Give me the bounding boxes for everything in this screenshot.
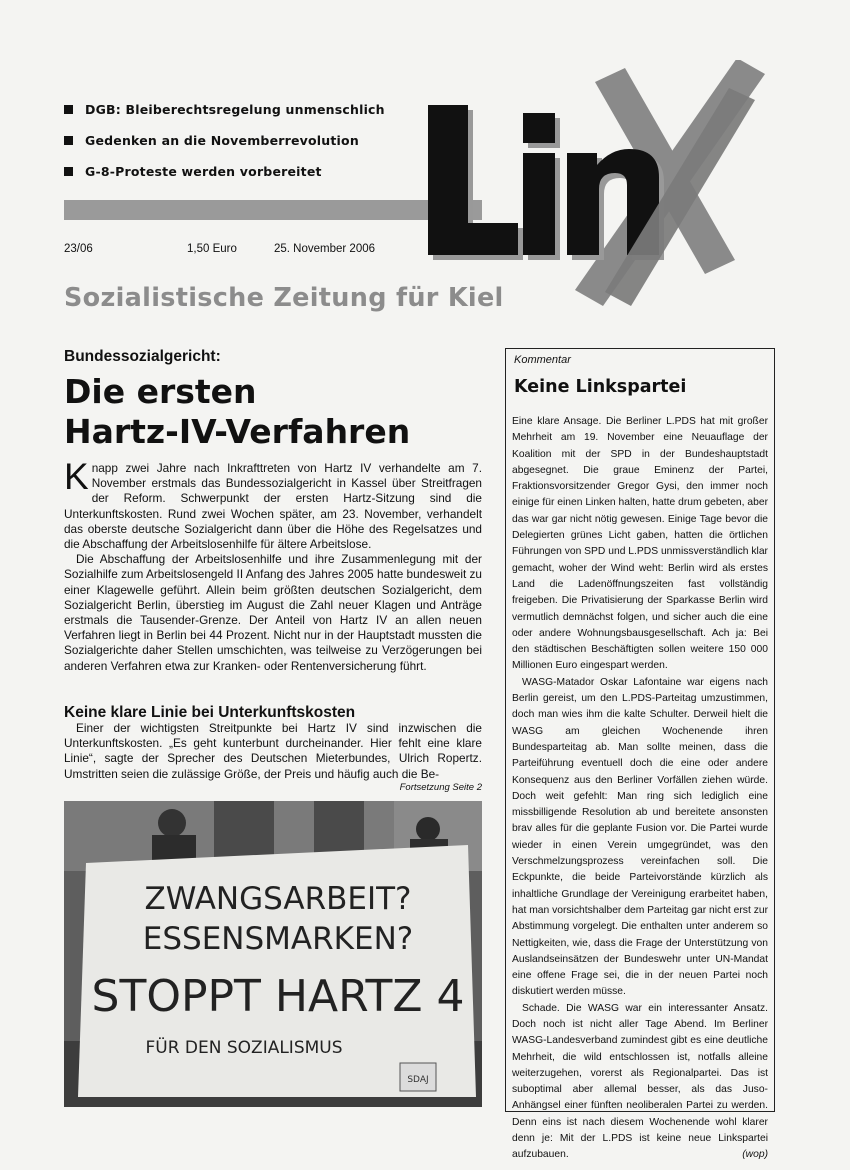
teaser-item: G-8-Proteste werden vorbereitet bbox=[64, 162, 424, 193]
linx-logo bbox=[425, 60, 780, 320]
protest-photo-drawing bbox=[64, 801, 482, 1107]
article-body bbox=[64, 456, 482, 674]
commentary-title: Keine Linkspartei bbox=[514, 377, 687, 397]
article-body-continued bbox=[64, 721, 482, 782]
protest-photo bbox=[64, 801, 482, 1107]
commentary-paragraph: Schade. Die WASG war ein interessanter Ansatz. Doch noch ist nicht aller Tage Abend. Im Berliner WASG-Landesverband zumindest gibt es eine deutliche Mehrheit, die wild entschlossen ist, notfalls alleine weiterzugehen, vorerst als Regionalpartei. Das ist suboptimal aber allemal besser, als das Juso-Anhängsel einer fünften neoliberalen Partei zu werden. Denn eins ist nach diesem Wochenende wohl klarer denn je: Mit der L.PDS ist keine neue Linkspartei aufzubauen. (wop) bbox=[512, 1001, 768, 1164]
commentary-body bbox=[512, 414, 768, 1164]
commentary-label: Kommentar bbox=[514, 354, 571, 366]
commentary-signature: (wop) bbox=[742, 1149, 768, 1161]
teaser-item: Gedenken an die Novemberrevolution bbox=[64, 131, 424, 162]
article-kicker: Bundessozialgericht: bbox=[64, 348, 221, 365]
issue-date: 25. November 2006 bbox=[274, 243, 376, 255]
issue-number: 23/06 bbox=[64, 243, 93, 255]
banner-line: ZWANGSARBEIT? bbox=[144, 881, 412, 917]
bullet-square-icon bbox=[64, 136, 73, 145]
dropcap: K bbox=[64, 456, 89, 497]
newspaper-subtitle: Sozialistische Zeitung für Kiel bbox=[64, 283, 504, 313]
bullet-square-icon bbox=[64, 167, 73, 176]
article-headline: Die ersten Hartz-IV-Verfahren bbox=[64, 372, 411, 451]
sdaj-badge: SDAJ bbox=[407, 1075, 429, 1085]
banner-line: STOPPT HARTZ 4 bbox=[91, 971, 465, 1022]
banner-line: FÜR DEN SOZIALISMUS bbox=[145, 1038, 343, 1058]
article-subheading: Keine klare Linie bei Unterkunftskosten bbox=[64, 704, 356, 721]
commentary-paragraph: WASG-Matador Oskar Lafontaine war eigens nach Berlin gereist, um den L.PDS-Parteitag umzustimmen, doch man wies ihm die kalte Schulter. Derweil hielt die WASG am gleichen Wochenende ihren Bundesparteitag ab. Man sollte meinen, dass die Parteiführung eventuell doch die eine oder andere Konsequenz aus den Berliner Vorfällen ziehen würde. Doch weit gefehlt: Man ring sich lediglich eine missbilligende Resolution ab und bereitete ansonsten brav alles für die geplante Fusion vor. Die Partei wurde wieder in einen Verein umgegründet, was den Verschmelzungsprozess vereinfachen soll. Die Eckpunkte, die beide Parteivorstände kürzlich als inhaltliche Grundlage der Vereinigung erarbeitet haben, hat man vorsichtshalber dem Parteitag gar nicht erst zur Abstimmung vorgelegt. Die enthalten unter anderem so Nettigkeiten, wie, dass die Frage der Unterstützung von Auslandseinsätzen der Bundeswehr unter UN-Mandat eine offene Frage sei, die in der neuen Partei noch diskutiert werden müsse. bbox=[512, 676, 768, 998]
banner-line: ESSENSMARKEN? bbox=[142, 921, 414, 957]
issue-price: 1,50 Euro bbox=[187, 243, 237, 255]
bullet-square-icon bbox=[64, 105, 73, 114]
commentary-paragraph: Eine klare Ansage. Die Berliner L.PDS hat mit großer Mehrheit am 19. November eine Neuauflage der Koalition mit der SPD in der Bundeshauptstadt abgesegnet. Die graue Eminenz der Partei, Fraktionsvorsitzender Gregor Gysi, den immer noch einige für einen Linken halten, hatte drum gebeten, aber das war gar nicht nötig gewesen. Einige Tage bevor die Delegierten grünes Licht gaben, hatten die örtlichen Führungen von SPD und L.PDS unmissverständlich klar gemacht, woher der Wind weht: Berlin wird als erstes Land die Ladenöffnungszeiten fast vollständig freigeben. Die Privatisierung der Sparkasse Berlin wird vermutlich demnächst folgen, und sicher auch die eine oder andere Wohnungsbausgesellschaft. Ach ja: Bei den städtischen Beschäftigten sollen weitere 150 000 Millionen Euro eingespart werden. bbox=[512, 416, 768, 672]
article-paragraph: Die Abschaffung der Arbeitslosenhilfe und ihre Zusammenlegung mit der Sozialhilfe zum Arbeitslosengeld II Anfang des Jahres 2005 hatte bundesweit zu einer Klagewelle geführt. Allein beim größten deutschen Sozialgericht, dem Sozialgericht Berlin, überstieg im August die Zahl neuer Klagen und Anträge erstmals die Tausender-Grenze. Der Anteil von Hartz IV an allen neuen Verfahren liegt in Berlin bei 44 Prozent. Nicht nur in der Hauptstadt mussten die Sozialgerichte daher Stellen umschichten, was teilweise zu Verzögerungen bei anderen Verfahren etwa zur Kranken- oder Rentenversicherung führt. bbox=[64, 552, 482, 673]
teaser-list bbox=[64, 100, 424, 193]
continued-note: Fortsetzung Seite 2 bbox=[399, 782, 482, 793]
masthead-band bbox=[64, 200, 482, 220]
article-paragraph: Einer der wichtigsten Streitpunkte bei Hartz IV sind inzwischen die Unterkunftskosten. „Es geht kunterbunt durcheinander. Hier fehlt eine klare Linie“, sagte der Sprecher des Deutschen Mieterbundes, Ulrich Ropertz. Umstritten seien die zulässige Größe, der Preis und häufig auch die Be- bbox=[64, 721, 482, 781]
teaser-item: DGB: Bleiberechtsregelung unmenschlich bbox=[64, 100, 424, 131]
article-paragraph: Knapp zwei Jahre nach Inkrafttreten von Hartz IV verhandelte am 7. November erstmals das Bundessozialgericht in Kassel über Streitfragen der Reform. Schwerpunkt der ersten Hartz-Sitzung sind die Unterkunftskosten. Rund zwei Wochen später, am 23. November, verhandelt das oberste deutsche Sozialgericht dann über die Höhe des Regelsatzes und die Abschaffung der Arbeitslosenhilfe für ältere Arbeitslose. bbox=[64, 456, 482, 552]
